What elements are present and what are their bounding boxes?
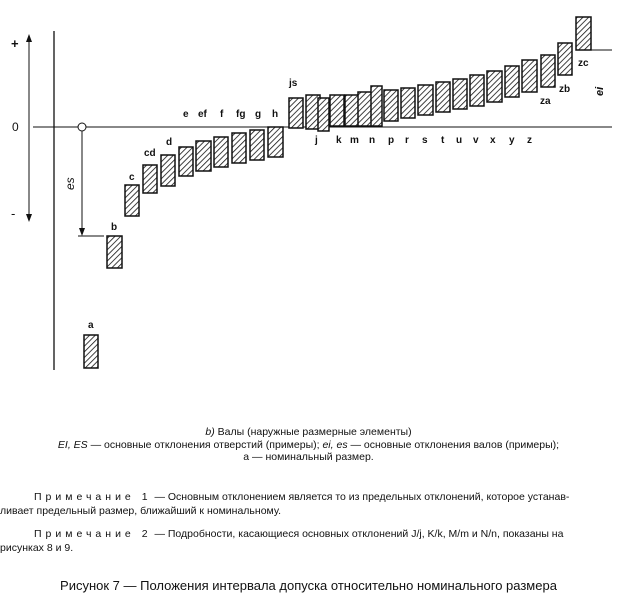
sign-axis: [26, 34, 32, 222]
zone-zc: [576, 17, 591, 50]
note-1-label: Примечание 1: [34, 491, 152, 503]
label-a: a: [88, 320, 94, 331]
zone-n2: [371, 86, 382, 126]
label-v: v: [473, 135, 479, 146]
label-cd: cd: [144, 148, 156, 159]
caption-line-1: [0, 426, 617, 439]
note-1-line-2: ливает предельный размер, ближайший к номинальному.: [0, 505, 281, 517]
caption-line-3: а — номинальный размер.: [243, 451, 374, 463]
zone-t: [436, 82, 450, 112]
zone-f: [214, 137, 228, 167]
es-label: es: [63, 177, 77, 190]
label-fg: fg: [236, 109, 246, 120]
diagram-caption: [0, 426, 617, 464]
zone-j2: [318, 98, 329, 131]
zone-n: [358, 92, 372, 126]
note-2-line-2: рисунках 8 и 9.: [0, 542, 74, 554]
zone-c: [125, 185, 139, 216]
zone-a: [84, 335, 98, 368]
label-e: e: [183, 109, 189, 120]
label-p: p: [388, 135, 395, 146]
label-t: t: [441, 135, 445, 146]
zone-e: [179, 147, 193, 176]
zone-k: [330, 95, 344, 126]
label-x: x: [490, 135, 496, 146]
zone-z: [522, 60, 537, 92]
zone-v: [470, 75, 484, 106]
caption-shaft-symbols: ei, es: [322, 438, 348, 451]
label-js: js: [289, 78, 298, 89]
label-g: g: [255, 109, 262, 120]
zone-za: [541, 55, 555, 87]
zone-u: [453, 79, 467, 109]
note-2-label: Примечание 2: [34, 528, 152, 540]
note-2: [0, 527, 605, 555]
zone-cd: [143, 165, 157, 193]
axis-plus-label: +: [11, 36, 19, 51]
zone-p: [384, 90, 398, 121]
tolerance-zones: [84, 17, 591, 368]
label-zb: zb: [559, 84, 571, 95]
label-y: y: [509, 135, 515, 146]
label-ef: ef: [198, 109, 207, 120]
zone-s: [418, 85, 433, 115]
caption-hole-symbols: EI, ES: [57, 438, 88, 451]
label-b: b: [111, 222, 118, 233]
label-f: f: [220, 109, 224, 120]
label-j: j: [315, 135, 318, 146]
zone-x: [487, 71, 502, 102]
label-zc: zc: [578, 58, 589, 69]
label-m: m: [350, 135, 359, 146]
caption-sub-letter: b): [205, 426, 215, 438]
label-d: d: [166, 137, 173, 148]
note-1-text: — Основным отклонением является то из предельных отклонений, которое устанав-: [151, 491, 570, 503]
label-n: n: [369, 135, 376, 146]
zone-g: [250, 130, 264, 160]
label-k: k: [336, 135, 342, 146]
caption-shaft-text: — основные отклонения валов (примеры);: [347, 438, 560, 451]
caption-line-2: [0, 439, 617, 452]
zone-fg: [232, 133, 246, 163]
es-dimension: [78, 123, 104, 236]
ei-label: ei: [594, 86, 606, 96]
zone-zb: [558, 43, 572, 75]
zone-b: [107, 236, 122, 268]
label-u: u: [456, 135, 463, 146]
caption-sub-title: Валы (наружные размерные элементы): [214, 426, 412, 438]
label-r: r: [405, 135, 409, 146]
caption-hole-text: — основные отклонения отверстий (примеры);: [87, 438, 323, 451]
label-za: za: [540, 96, 551, 107]
axis-minus-label: -: [11, 206, 16, 221]
note-2-text: — Подробности, касающиеся основных отклонений J/j, K/k, M/m и N/n, показаны на: [151, 528, 564, 540]
note-1: [0, 490, 605, 518]
zone-m: [345, 95, 359, 126]
axis-zero-label: 0: [12, 120, 19, 134]
zone-js: [289, 98, 303, 128]
zone-r: [401, 88, 415, 118]
note-2-line-1: [0, 527, 605, 541]
zone-h: [268, 127, 283, 157]
note-1-line-1: [0, 490, 605, 504]
label-c: c: [129, 172, 135, 183]
zone-ef: [196, 141, 211, 171]
label-h: h: [272, 109, 279, 120]
zone-d: [161, 155, 175, 186]
figure-title: Рисунок 7 — Положения интервала допуска относительно номинального размера: [60, 578, 557, 593]
zone-y: [505, 66, 519, 97]
label-s: s: [422, 135, 428, 146]
label-z: z: [527, 135, 532, 146]
